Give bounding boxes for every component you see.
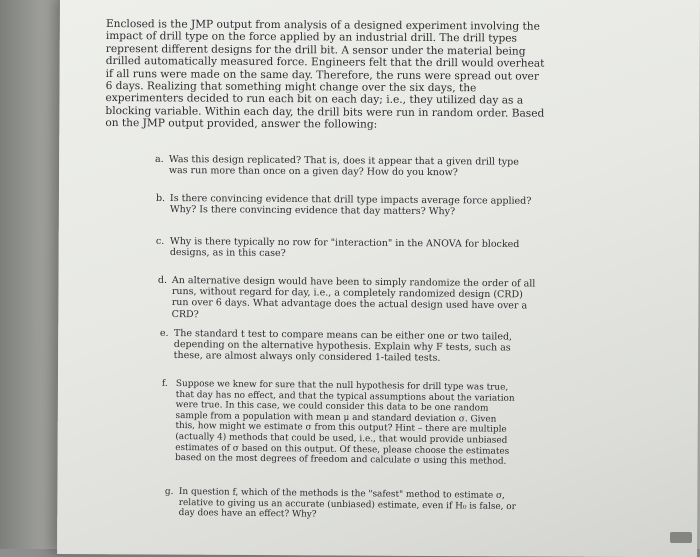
question-a [154,153,539,179]
question-letter: d. [157,274,168,286]
question-text: Was this design replicated? That is, does it appear that a given drill type was run more than once on a given day? How do you know? [168,154,519,179]
question-b [155,192,540,218]
question-letter: b. [155,192,166,204]
corner-badge-icon [670,532,692,543]
question-f [161,378,518,468]
question-text: Why is there typically no row for "interaction" in the ANOVA for blocked designs, as in this case? [169,236,520,260]
question-e [159,327,542,365]
question-text: Suppose we knew for sure that the null hypothesis for drill type was true, that day has no effect, and that the typical assumptions about the variation were true. In this case, we could consider this data to be one random sample from a population with mean μ and standard deviation σ. Given this, how might we estimate σ from this output? Hint – there are multiple (actually 4) methods that could be used, i.e., that would provide unbiased estimates of σ based on this output. Of these, please choose the estimates based on the most degrees of freedom and calculate σ using this method. [175,379,515,467]
question-g [164,486,524,523]
intro-paragraph: Enclosed is the JMP output from analysis of a designed experiment involving the impact of drill type on the force applied by an industrial drill. The drill types represent different designs for the drill bit. A sensor under the material being drilled automatically measured force. Engineers felt that the drill would overheat if all runs were made on the same day. Therefore, the runs were spread out over 6 days. Realizing that something might change over the six days, the experimenters decided to run each bit on each day; i.e., they utilized day as a blocking variable. Within each day, the drill bits were run in random order. Based on the JMP output provided, answer the following: [105,18,545,131]
question-d [157,274,540,323]
question-letter: g. [164,486,174,497]
question-letter: c. [155,235,165,247]
question-letter: a. [154,153,164,165]
question-text: Is there convincing evidence that drill type impacts average force applied? Why? Is there convincing evidence that day matters? Why? [169,193,532,218]
question-c [155,235,540,262]
question-text: The standard t test to compare means can be either one or two tailed, depending on the alternative hypothesis. Explain why F tests, such as these, are almost always only considered 1-tailed tests. [173,328,513,365]
question-text: An alternative design would have been to simply randomize the order of all runs, without regard for day, i.e., a completely randomized design (CRD) run over 6 days. What advantage does the actual design used have over a CRD? [171,275,536,320]
question-letter: f. [161,378,168,389]
question-letter: e. [159,327,169,339]
question-text: In question f, which of the methods is the "safest" method to estimate σ, relative to giving us an accurate (unbiased) estimate, even if H₀ is false, or day does have an effect? Why? [178,487,516,520]
